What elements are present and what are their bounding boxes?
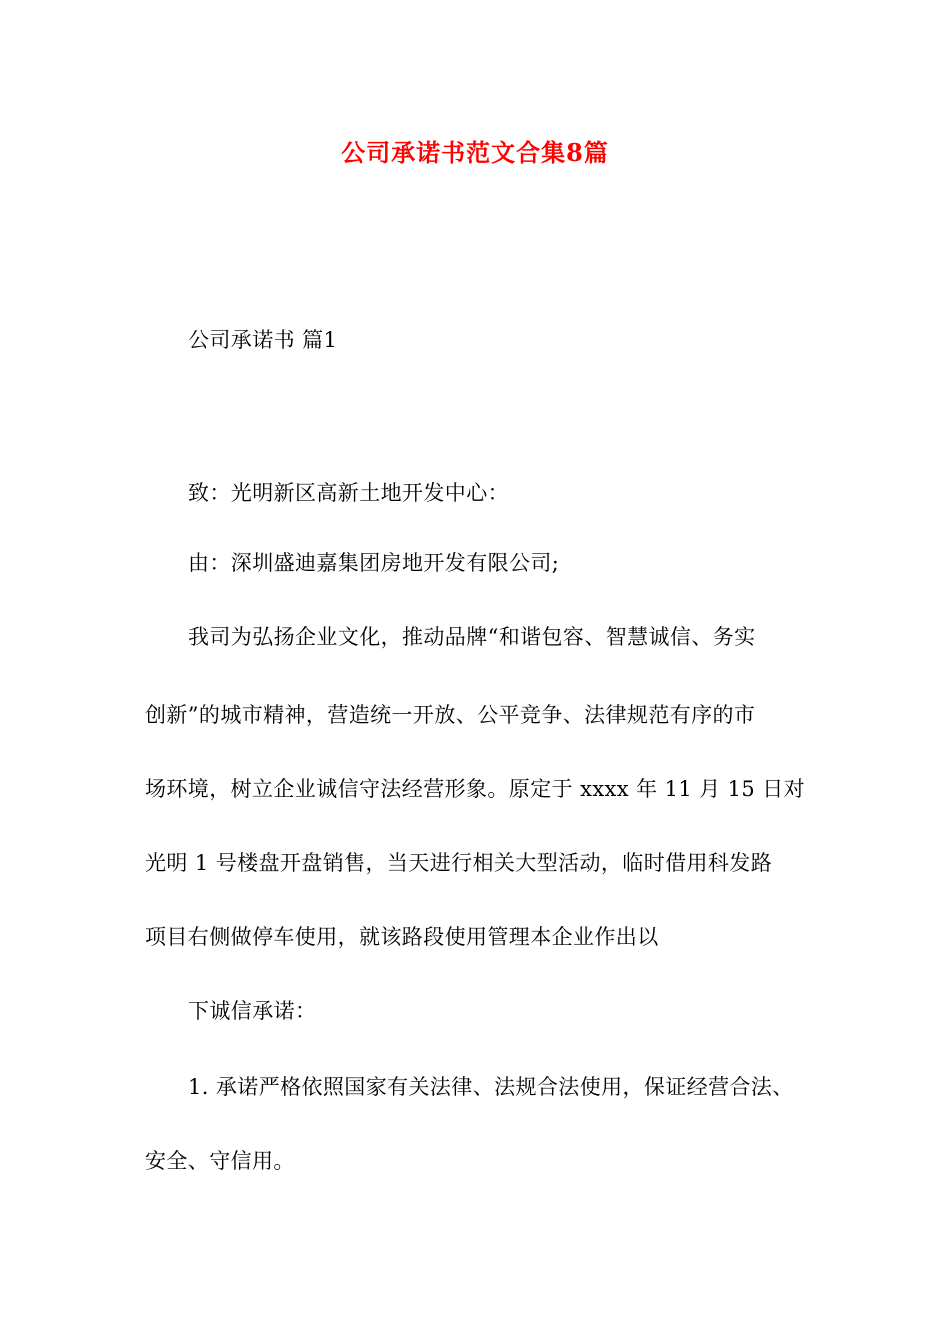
section-heading: 公司承诺书 篇1 xyxy=(188,328,338,352)
body-line: 项目右侧做停车使用，就该路段使用管理本企业作出以 xyxy=(145,925,659,949)
body-line: 场环境，树立企业诚信守法经营形象。原定于 xxxx 年 11 月 15 日对 xyxy=(145,777,806,801)
recipient-line: 致：光明新区高新土地开发中心： xyxy=(188,481,509,505)
body-line: 我司为弘扬企业文化，推动品牌“和谐包容、智慧诚信、务实 xyxy=(188,625,756,649)
body-line: 创新”的城市精神，营造统一开放、公平竞争、法律规范有序的市 xyxy=(145,703,756,727)
body-line: 光明 1 号楼盘开盘销售，当天进行相关大型活动，临时借用科发路 xyxy=(145,851,773,875)
pledge-intro: 下诚信承诺： xyxy=(188,999,317,1023)
pledge-item-1-continued: 安全、守信用。 xyxy=(145,1149,295,1173)
pledge-item-1: 1. 承诺严格依照国家有关法律、法规合法使用，保证经营合法、 xyxy=(188,1075,794,1099)
sender-line: 由：深圳盛迪嘉集团房地开发有限公司; xyxy=(188,551,560,575)
document-title: 公司承诺书范文合集8篇 xyxy=(341,138,609,167)
